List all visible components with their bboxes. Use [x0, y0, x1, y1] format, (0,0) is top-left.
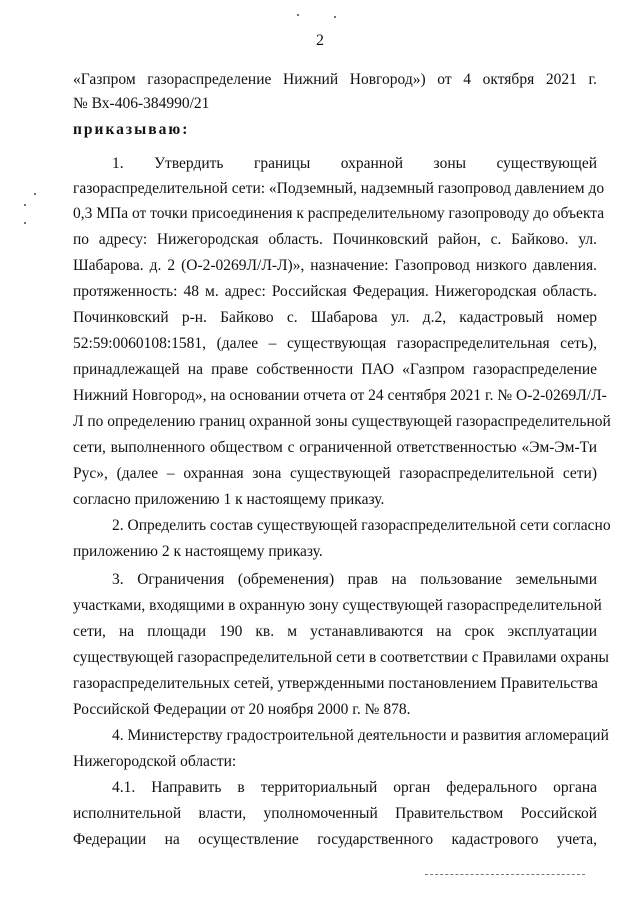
scan-speck	[24, 204, 26, 206]
text-line: № Вх-406-384990/21	[73, 95, 210, 112]
order-word: приказываю:	[73, 121, 190, 138]
text-line: Шабарова. д. 2 (О-2-0269Л/Л-Л)», назначение: Газопровод низкого давления.	[73, 257, 597, 274]
text-line: газораспределительных сетей, утвержденными постановлением Правительства	[73, 675, 598, 692]
text-line: сети, на площади 190 кв. м устанавливаются на срок эксплуатации	[73, 623, 597, 640]
text-line: по адресу: Нижегородская область. Починковский район, с. Байково. ул.	[73, 231, 597, 248]
scan-speck	[34, 193, 36, 195]
text-line: Нижегородской области:	[73, 753, 237, 770]
text-line: существующей газораспределительной сети в соответствии с Правилами охраны	[73, 649, 609, 666]
text-line: 2. Определить состав существующей газораспределительной сети согласно	[112, 517, 611, 534]
text-line: сети, выполненного обществом с ограниченной ответственностью «Эм-Эм-Ти	[73, 439, 597, 456]
text-line: приложению 2 к настоящему приказу.	[73, 543, 323, 560]
text-line: 4. Министерству градостроительной деятельности и развития агломераций	[112, 727, 609, 744]
text-line: исполнительной власти, уполномоченный Правительством Российской	[73, 805, 597, 822]
text-line: 1. Утвердить границы охранной зоны существующей	[112, 155, 597, 172]
text-line: участками, входящими в охранную зону существующей газораспределительной	[73, 597, 602, 614]
text-line: «Газпром газораспределение Нижний Новгород») от 4 октября 2021 г.	[73, 71, 597, 88]
text-line: протяженность: 48 м. адрес: Российская Федерация. Нижегородская область.	[73, 283, 597, 300]
text-line: Починковский р-н. Байково с. Шабарова ул. д.2, кадастровый номер	[73, 309, 597, 326]
text-line: 52:59:0060108:1581, (далее – существующая газораспределительная сеть),	[73, 335, 597, 352]
text-line: согласно приложению 1 к настоящему приказу.	[73, 491, 385, 508]
text-line: Нижний Новгород», на основании отчета от 24 сентября 2021 г. № О-2-0269Л/Л-	[73, 387, 607, 404]
text-line: 3. Ограничения (обременения) прав на пользование земельными	[112, 571, 597, 588]
text-line: Л по определению границ охранной зоны существующей газораспределительной	[73, 413, 611, 430]
scan-speck	[24, 222, 26, 224]
page-number: 2	[316, 32, 324, 49]
text-line: 4.1. Направить в территориальный орган федерального органа	[112, 779, 597, 796]
text-line: Российской Федерации от 20 ноября 2000 г. № 878.	[73, 701, 411, 718]
scan-speck	[334, 16, 336, 18]
text-line: Рус», (далее – охранная зона существующей газораспределительной сети)	[73, 465, 597, 482]
scan-speck	[297, 14, 299, 16]
text-line: газораспределительной сети: «Подземный, надземный газопровод давлением до	[73, 180, 605, 197]
text-line: 0,3 МПа от точки присоединения к распределительному газопроводу до объекта	[73, 205, 605, 222]
footer-divider	[425, 874, 585, 875]
text-line: Федерации на осуществление государственного кадастрового учета,	[73, 831, 597, 848]
text-line: принадлежащей на праве собственности ПАО «Газпром газораспределение	[73, 361, 597, 378]
